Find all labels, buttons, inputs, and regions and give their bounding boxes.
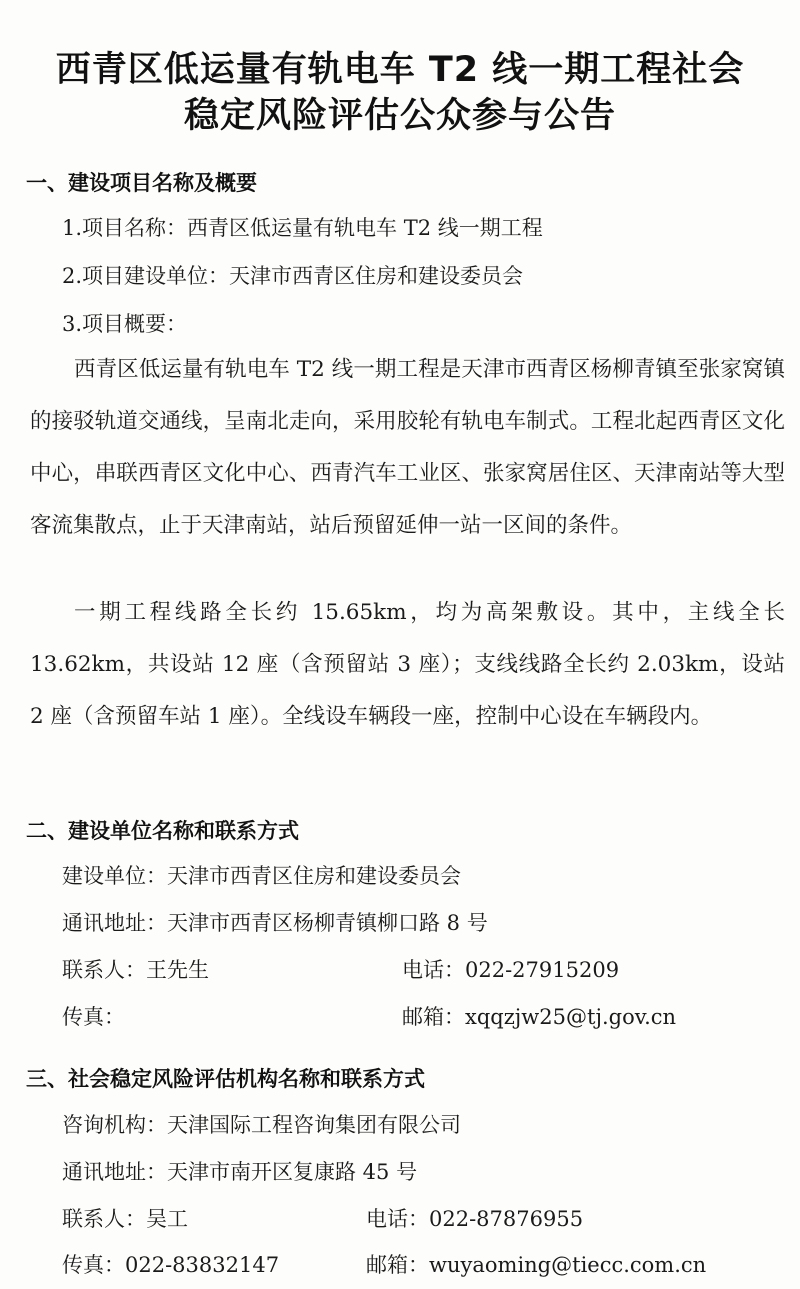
consulting-phone: 电话：022-87876955 (366, 1207, 584, 1231)
construction-contact: 联系人：王先生 (62, 958, 209, 982)
consulting-fax: 传真：022-83832147 (62, 1253, 280, 1277)
section1-heading: 一、建设项目名称及概要 (26, 171, 257, 195)
construction-address: 通讯地址：天津市西青区杨柳青镇柳口路 8 号 (62, 911, 488, 935)
construction-email: 邮箱：xqqzjw25@tj.gov.cn (402, 1005, 677, 1029)
title-line-1: 西青区低运量有轨电车 T2 线一期工程社会 (55, 50, 745, 90)
construction-phone: 电话：022-27915209 (402, 958, 620, 982)
project-name: 1.项目名称：西青区低运量有轨电车 T2 线一期工程 (62, 216, 543, 240)
consulting-email: 邮箱：wuyaoming@tiecc.com.cn (366, 1253, 707, 1277)
project-overview-label: 3.项目概要： (62, 312, 188, 336)
construction-unit: 建设单位：天津市西青区住房和建设委员会 (62, 864, 461, 888)
project-unit: 2.项目建设单位：天津市西青区住房和建设委员会 (62, 264, 524, 288)
section2-heading: 二、建设单位名称和联系方式 (26, 819, 299, 843)
consulting-contact: 联系人：吴工 (62, 1207, 188, 1231)
construction-fax: 传真： (62, 1005, 125, 1029)
overview-paragraph-1: 西青区低运量有轨电车 T2 线一期工程是天津市西青区杨柳青镇至张家窝镇的接驳轨道交通线，呈南北走向，采用胶轮有轨电车制式。工程北起西青区文化中心，串联西青区文化中心、西青汽车工业区、张家窝居住区、天津南站等大型客流集散点，止于天津南站，站后预留延伸一站一区间的条件。 (30, 357, 785, 538)
consulting-agency: 咨询机构：天津国际工程咨询集团有限公司 (62, 1113, 461, 1137)
overview-paragraph-2: 一期工程线路全长约 15.65km，均为高架敷设。其中，主线全长 13.62km，共设站 12 座（含预留站 3 座）；支线线路全长约 2.03km，设站 2 座（含预留车站 1 座）。全线设车辆段一座，控制中心设在车辆段内。 (30, 600, 785, 729)
consulting-address: 通讯地址：天津市南开区复康路 45 号 (62, 1160, 418, 1184)
section3-heading: 三、社会稳定风险评估机构名称和联系方式 (26, 1067, 425, 1091)
title-line-2: 稳定风险评估公众参与公告 (183, 96, 616, 136)
